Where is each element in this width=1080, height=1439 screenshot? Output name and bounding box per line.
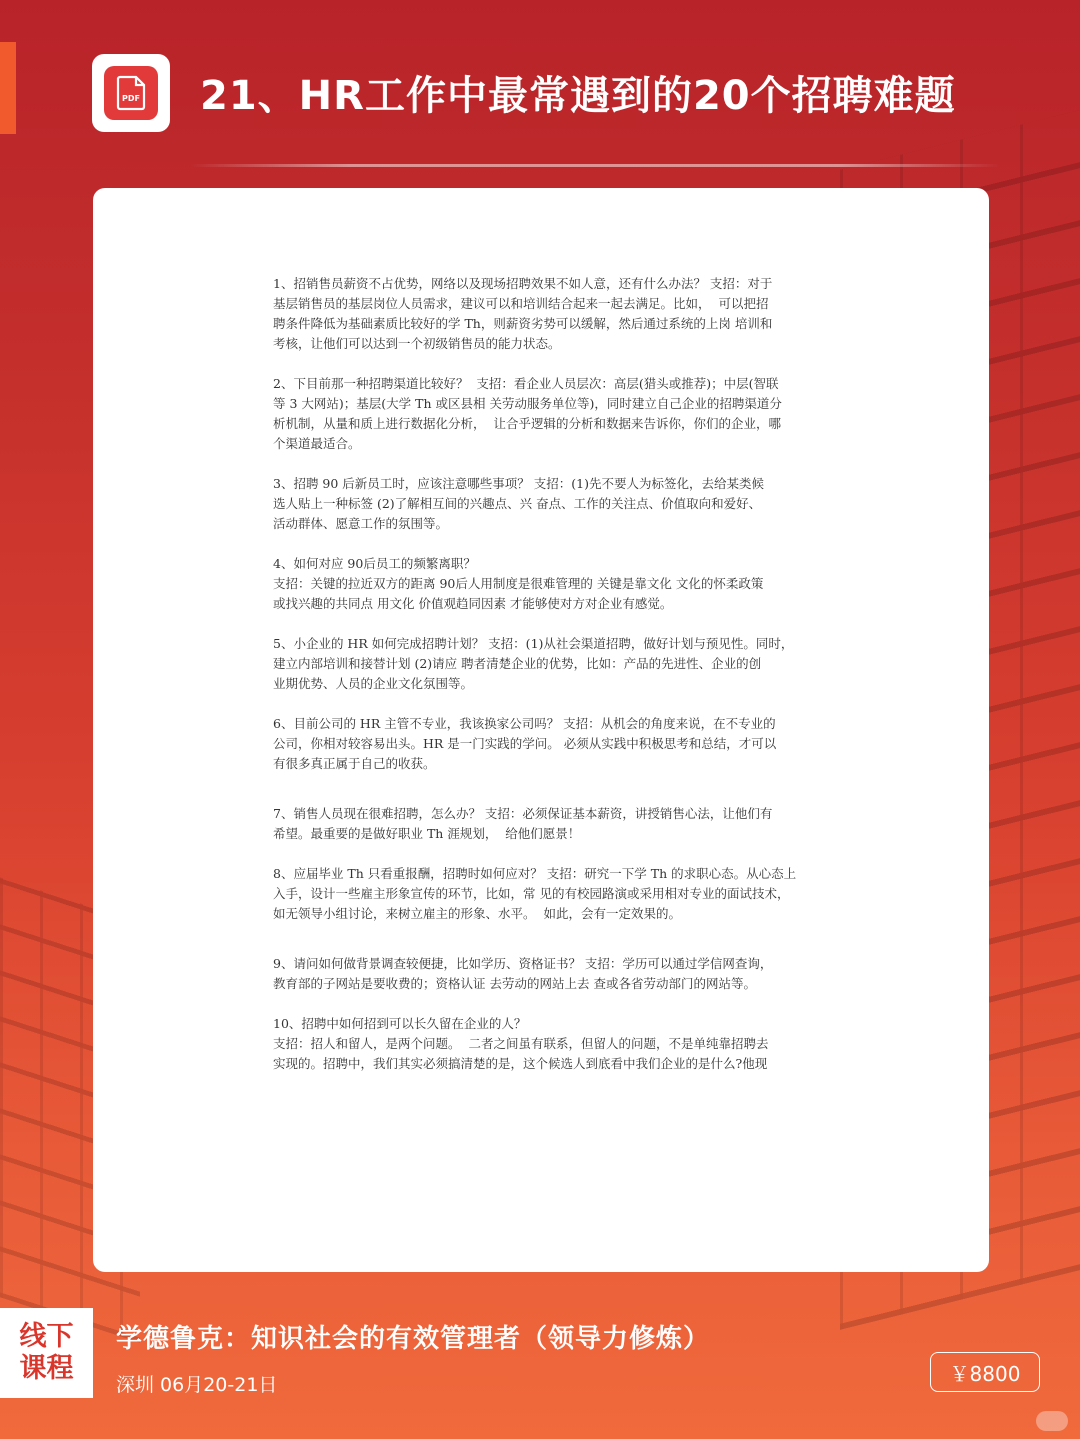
document-card — [93, 188, 989, 1272]
pdf-icon — [92, 54, 170, 132]
paragraph-7: 7、销售人员现在很难招聘，怎么办？ 支招：必须保证基本薪资，讲授销售心法，让他们有 希望。最重要的是做好职业 Th 涯规划， 给他们愿景！ — [273, 806, 773, 841]
document-body — [273, 274, 843, 1094]
paragraph-6: 6、目前公司的 HR 主管不专业，我该换家公司吗？ 支招：从机会的角度来说，在不专业的 公司，你相对较容易出头。HR 是一门实践的学问。 必须从实践中积极思考和总结，才可以 有很多真正属于自己的收获。 — [273, 716, 777, 771]
tag-line-2: 课程 — [19, 1353, 74, 1384]
page-title: 21、HR工作中最常遇到的20个招聘难题 — [200, 73, 956, 119]
pdf-file-icon — [114, 75, 148, 111]
paragraph-10: 10、招聘中如何招到可以长久留在企业的人？ 支招：招人和留人，是两个问题。 二者之间虽有联系，但留人的问题，不是单纯靠招聘去 实现的。招聘中，我们其实必须搞清楚的是，这个候选人到底看中我们企业的是什么?他现 — [273, 1016, 769, 1071]
offline-course-tag — [0, 1308, 93, 1398]
course-title[interactable]: 学德鲁克：知识社会的有效管理者（领导力修炼） — [116, 1324, 711, 1354]
tag-line-1: 线下 — [19, 1321, 74, 1352]
paragraph-8: 8、应届毕业 Th 只看重报酬，招聘时如何应对？ 支招：研究一下学 Th 的求职心态。从心态上 入手，设计一些雇主形象宣传的环节，比如，常 见的有校园路演或采用相对专业的面试技术， 如无领导小组讨论，来树立雇主的形象、水平。 如此，会有一定效果的。 — [273, 866, 797, 921]
paragraph-9: 9、请问如何做背景调查较便捷，比如学历、资格证书？ 支招：学历可以通过学信网查询， 教育部的子网站是要收费的；资格认证 去劳动的网站上去 查或各省劳动部门的网站等。 — [273, 956, 773, 991]
pdf-icon-label: PDF — [122, 94, 140, 103]
course-location-date: 深圳 06月20-21日 — [116, 1374, 278, 1396]
paragraph-2: 2、下目前那一种招聘渠道比较好？ 支招：看企业人员层次：高层(猎头或推荐)；中层(智联 等 3 大网站)；基层(大学 Th 或区县相 关劳动服务单位等)，同时建立自己企业的招聘渠道分 析机制，从量和质上进行数据化分析， 让合乎逻辑的分析和数据来告诉你，你们的企业，哪 个渠道最适合。 — [273, 376, 782, 451]
watermark-badge — [1036, 1411, 1068, 1431]
paragraph-3: 3、招聘 90 后新员工时，应该注意哪些事项？ 支招：(1)先不要人为标签化，去给某类候 选人贴上一种标签 (2)了解相互间的兴趣点、兴 奋点、工作的关注点、价值取向和爱好、 活动群体、愿意工作的氛围等。 — [273, 476, 764, 531]
paragraph-5: 5、小企业的 HR 如何完成招聘计划？ 支招：(1)从社会渠道招聘，做好计划与预见性。同时， 建立内部培训和接替计划 (2)请应 聘者清楚企业的优势，比如：产品的先进性、企业的创 业期优势、人员的企业文化氛围等。 — [273, 636, 794, 691]
paragraph-4: 4、如何对应 90后员工的频繁离职？ 支招：关键的拉近双方的距离 90后人用制度是很难管理的 关键是靠文化 文化的怀柔政策 或找兴趣的共同点 用文化 价值观趋同因素 才能够使对方对企业有感觉。 — [273, 556, 764, 611]
header-divider — [190, 164, 1000, 167]
left-accent-bar — [0, 42, 16, 134]
price-button[interactable]: ￥8800 — [930, 1352, 1040, 1392]
pdf-icon-badge — [104, 66, 158, 120]
paragraph-1: 1、招销售员薪资不占优势，网络以及现场招聘效果不如人意，还有什么办法？ 支招：对于 基层销售员的基层岗位人员需求，建议可以和培训结合起来一起去满足。比如， 可以把招 聘条件降低为基础素质比较好的学 Th，则薪资劣势可以缓解，然后通过系统的上岗 培训和 考核，让他们可以达到一个初级销售员的能力状态。 — [273, 276, 773, 351]
